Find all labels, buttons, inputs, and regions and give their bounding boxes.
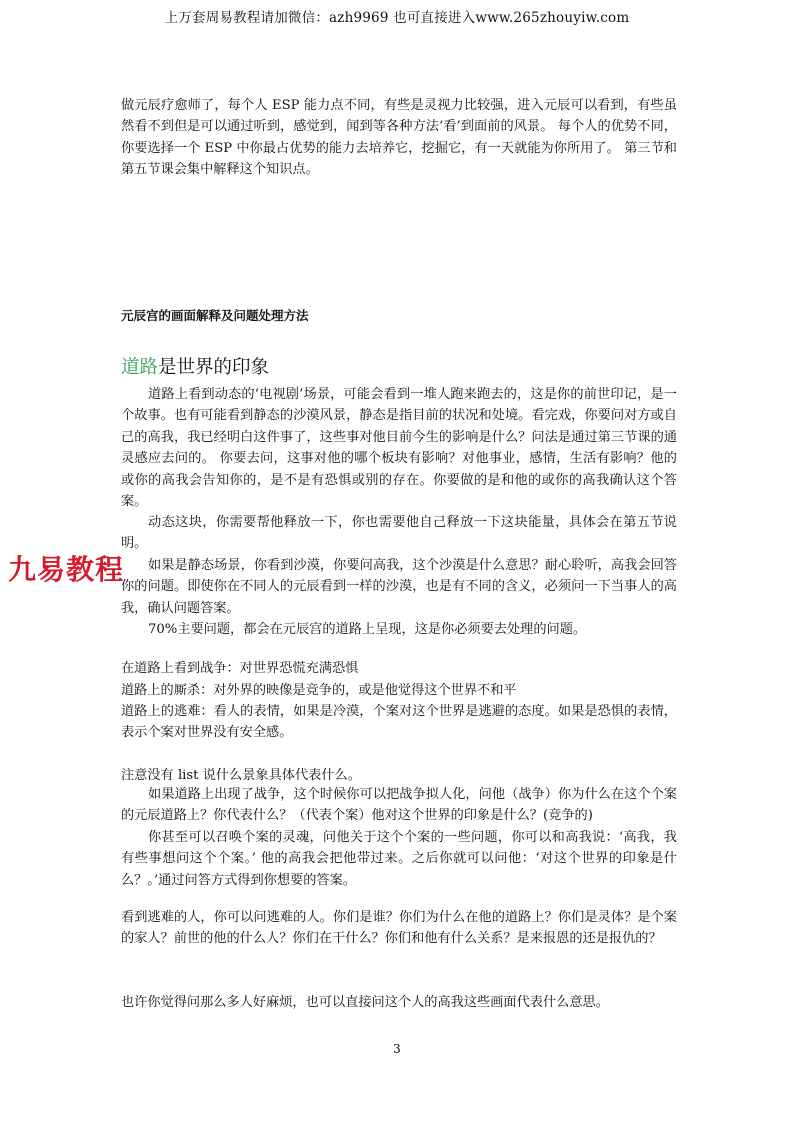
- body-paragraph-3: 如果是静态场景，你看到沙漠，你要问高我，这个沙漠是什么意思？耐心聆听，高我会回答你的问题。即使你在不同人的元辰看到一样的沙漠，也是有不同的含义，必须问一下当事人的高我，确认问题答案。: [121, 558, 677, 616]
- note-line: 注意没有 list 说什么景象具体代表什么。: [121, 768, 361, 783]
- body-paragraph-2: 动态这块，你需要帮他释放一下，你也需要他自己释放一下这块能量，具体会在第五节说明。: [121, 515, 677, 552]
- list-line-3: 道路上的逃难：看人的表情，如果是冷漠，个案对这个世界是逃避的态度。如果是恐惧的表情，表示个案对世界没有安全感。: [121, 704, 677, 741]
- body-paragraph-4: 70%主要问题，都会在元辰宫的道路上呈现，这是你必须要去处理的问题。: [148, 622, 587, 637]
- page-number: 3: [393, 1042, 401, 1056]
- list-line-2: 道路上的厮杀：对外界的映像是竞争的，或是他觉得这个世界不和平: [121, 683, 517, 698]
- body-paragraph-7: 看到逃难的人，你可以问逃难的人。你们是谁？你们为什么在他的道路上？你们是灵体？是个案的家人？前世的他的什么人？你们在干什么？你们和他有什么关系？是来报恩的还是报仇的？: [121, 910, 677, 947]
- watermark-logo: 九易教程: [8, 553, 125, 586]
- page-header: 上万套周易教程请加微信：azh9969 也可直接进入www.265zhouyiw.com: [164, 10, 630, 26]
- body-paragraph-1: 道路上看到动态的‘电视剧’场景，可能会看到一堆人跑来跑去的，这是你的前世印记，是一个故事。也有可能看到静态的沙漠风景，静态是指目前的状况和处境。看完戏，你要问对方或自己的高我，我已经明白这件事了，这些事对他目前今生的影响是什么？问法是通过第三节课的通灵感应去问的。 你要去问，这事对他的哪个板块有影响？对他事业，感情，生活有影响？他的或你的高我会告知你的，是不是有恐惧或别的存在。你要做的是和他的或你的高我确认这个答案。: [121, 387, 677, 510]
- intro-paragraph: 做元辰疗愈师了，每个人 ESP 能力点不同，有些是灵视力比较强，进入元辰可以看到，有些虽然看不到但是可以通过听到，感觉到，闻到等各种方法‘看’到面前的风景。 每个人的优势不同，你要选择一个 ESP 中你最占优势的能力去培养它，挖掘它，有一天就能为你所用了。 第三节和第五节课会集中解释这个知识点。: [121, 98, 677, 178]
- section-heading: 元辰宫的画面解释及问题处理方法: [121, 308, 309, 323]
- subtitle-rest: 是世界的印象: [158, 357, 270, 378]
- subtitle: [121, 353, 269, 379]
- body-paragraph-6: 你甚至可以召唤个案的灵魂，问他关于这个个案的一些问题，你可以和高我说：‘高我，我有些事想问这个个案。’ 他的高我会把他带过来。之后你就可以问他：‘对这个世界的印象是什么？。’通过问答方式得到你想要的答案。: [121, 830, 677, 888]
- body-paragraph-8: 也许你觉得问那么多人好麻烦，也可以直接问这个人的高我这些画面代表什么意思。: [121, 995, 609, 1010]
- body-paragraph-5: 如果道路上出现了战争，这个时候你可以把战争拟人化，问他（战争）你为什么在这个个案的元辰道路上？你代表什么？（代表个案）他对这个世界的印象是什么？(竞争的): [121, 787, 677, 824]
- subtitle-accent: 道路: [121, 357, 159, 378]
- list-line-1: 在道路上看到战争：对世界恐慌充满恐惧: [121, 661, 359, 676]
